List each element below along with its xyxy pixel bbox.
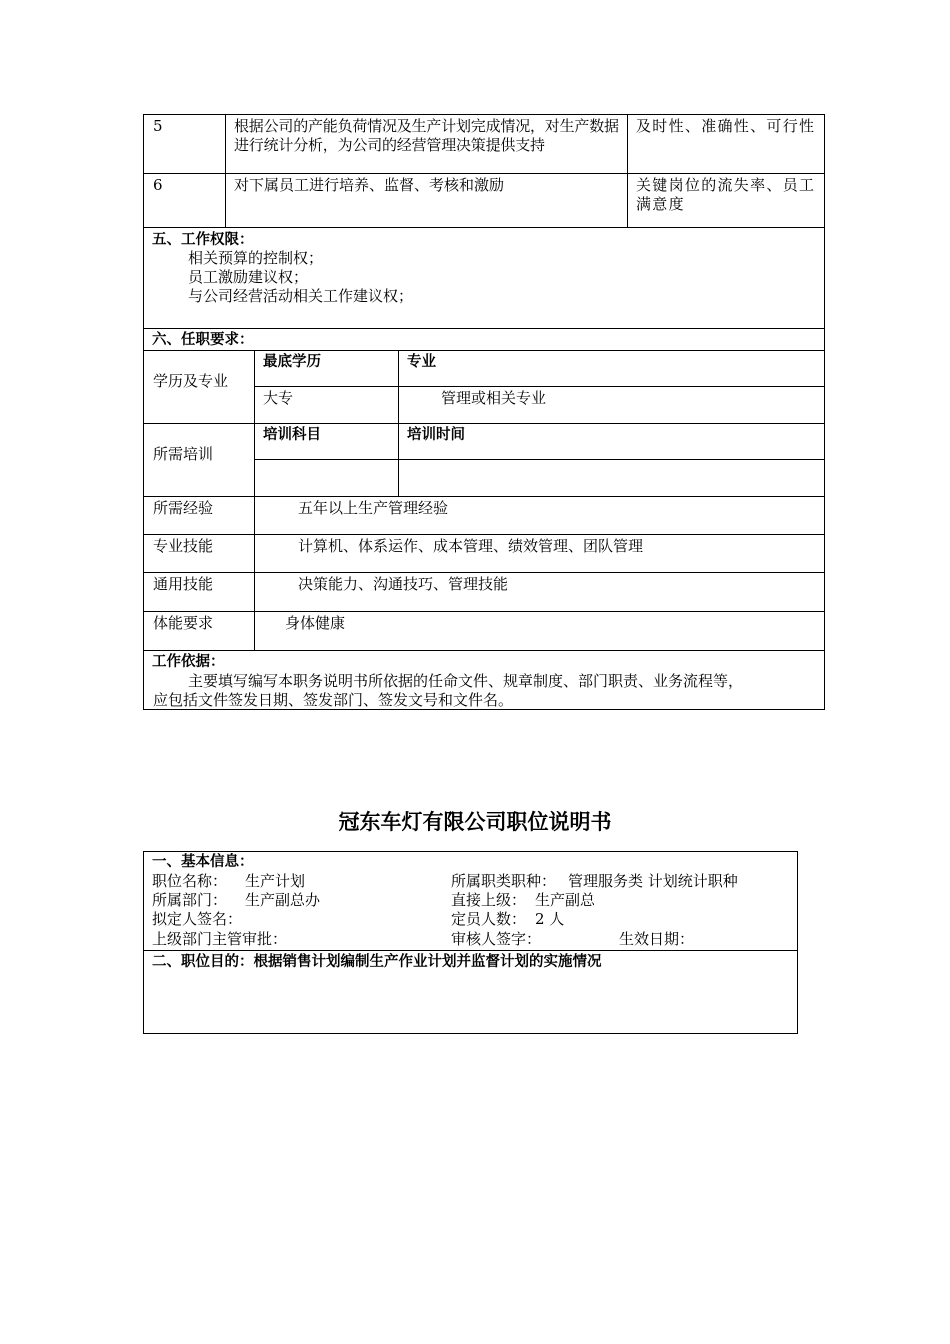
education-header: 最底学历 bbox=[263, 354, 321, 370]
professional-skills-label: 专业技能 bbox=[153, 537, 214, 555]
basis-text: 应包括文件签发日期、签发部门、签发文号和文件名。 bbox=[153, 691, 514, 709]
professional-skills-value: 计算机、体系运作、成本管理、绩效管理、团队管理 bbox=[298, 537, 644, 555]
headcount-label: 定员人数： bbox=[451, 910, 527, 928]
duty-content: 根据公司的产能负荷情况及生产计划完成情况，对生产数据进行统计分析，为公司的经营管理决策提供支持 bbox=[234, 117, 619, 154]
authority-item: 员工激励建议权； bbox=[188, 268, 309, 286]
row-divider bbox=[143, 650, 825, 651]
basis-text: 主要填写编写本职务说明书所依据的任命文件、规章制度、部门职责、业务流程等， bbox=[188, 672, 744, 690]
dept-label: 所属部门： bbox=[152, 891, 228, 909]
major-value: 管理或相关专业 bbox=[441, 389, 547, 407]
position-purpose: 二、职位目的：根据销售计划编制生产作业计划并监督计划的实施情况 bbox=[152, 954, 602, 970]
row-divider bbox=[143, 423, 825, 424]
category-label: 所属职类职种： bbox=[451, 872, 557, 890]
general-skills-label: 通用技能 bbox=[153, 575, 214, 593]
category-value: 管理服务类 计划统计职种 bbox=[568, 872, 738, 890]
experience-label: 所需经验 bbox=[153, 499, 214, 517]
general-skills-value: 决策能力、沟通技巧、管理技能 bbox=[298, 575, 509, 593]
row-divider bbox=[143, 496, 825, 497]
row-divider bbox=[143, 534, 825, 535]
training-label: 所需培训 bbox=[153, 445, 214, 463]
superior-value: 生产副总 bbox=[535, 891, 596, 909]
basic-info-heading: 一、基本信息： bbox=[152, 854, 254, 870]
page-title: 冠东车灯有限公司职位说明书 bbox=[338, 810, 612, 834]
col-divider bbox=[254, 350, 255, 650]
duty-number: 6 bbox=[153, 176, 163, 194]
col-divider bbox=[225, 114, 226, 228]
education-label: 学历及专业 bbox=[153, 372, 229, 390]
superior-label: 直接上级： bbox=[451, 891, 527, 909]
duty-content: 对下属员工进行培养、监督、考核和激励 bbox=[234, 176, 505, 194]
requirements-heading: 六、任职要求： bbox=[152, 332, 254, 348]
physical-label: 体能要求 bbox=[153, 614, 214, 632]
approver-label: 上级部门主管审批： bbox=[152, 930, 288, 948]
training-time-header: 培训时间 bbox=[407, 427, 465, 443]
position-label: 职位名称： bbox=[152, 872, 228, 890]
physical-value: 身体健康 bbox=[285, 614, 346, 632]
row-divider bbox=[143, 328, 825, 329]
row-divider bbox=[143, 950, 798, 951]
row-divider bbox=[143, 350, 825, 351]
duty-number: 5 bbox=[153, 117, 163, 135]
basis-heading: 工作依据： bbox=[152, 654, 225, 670]
row-divider bbox=[143, 572, 825, 573]
training-subject-header: 培训科目 bbox=[263, 427, 321, 443]
effective-date-label: 生效日期： bbox=[619, 930, 695, 948]
reviewer-label: 审核人签字： bbox=[451, 930, 542, 948]
row-divider bbox=[254, 386, 825, 387]
authority-heading: 五、工作权限： bbox=[152, 232, 254, 248]
duty-standard: 关键岗位的流失率、员工满意度 bbox=[636, 176, 816, 213]
major-header: 专业 bbox=[407, 354, 436, 370]
row-divider bbox=[143, 173, 825, 174]
position-value: 生产计划 bbox=[245, 872, 306, 890]
authority-item: 与公司经营活动相关工作建议权； bbox=[188, 287, 414, 305]
row-divider bbox=[143, 611, 825, 612]
headcount-value: 2 人 bbox=[535, 910, 565, 928]
authority-item: 相关预算的控制权； bbox=[188, 249, 324, 267]
duty-standard: 及时性、准确性、可行性 bbox=[636, 117, 816, 135]
col-divider bbox=[627, 114, 628, 228]
experience-value: 五年以上生产管理经验 bbox=[298, 499, 449, 517]
education-value: 大专 bbox=[263, 389, 294, 407]
dept-value: 生产副总办 bbox=[245, 891, 321, 909]
row-divider bbox=[254, 459, 825, 460]
drafter-label: 拟定人签名： bbox=[152, 910, 243, 928]
row-divider bbox=[143, 227, 825, 228]
